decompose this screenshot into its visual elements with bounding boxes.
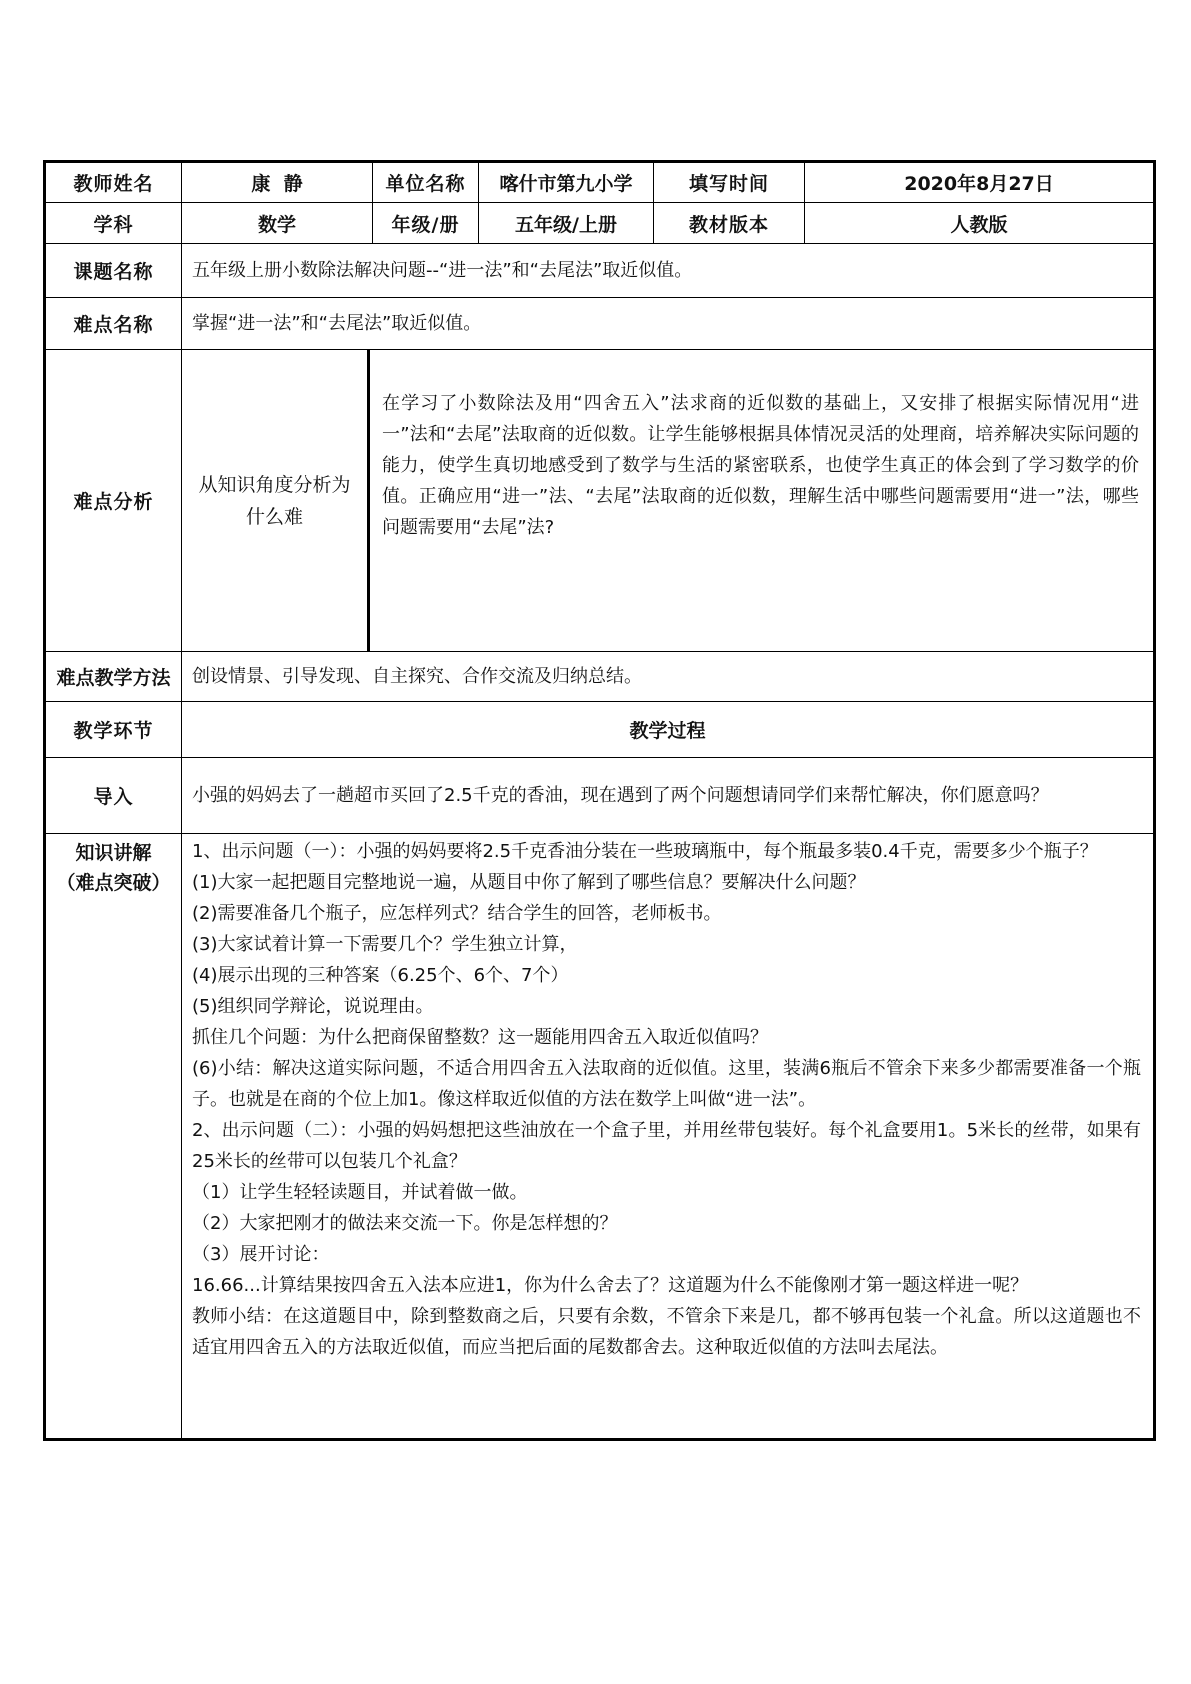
header-row-1 [45,162,1155,203]
analysis-sub-label: 从知识角度分析为什么难 [182,350,369,652]
difficulty-row [45,298,1155,350]
knowledge-line: (4)展示出现的三种答案（6.25个、6个、7个） [192,965,569,986]
knowledge-label-line1: 知识讲解 [75,842,152,864]
teacher-name-label: 教师姓名 [45,162,182,203]
knowledge-line: （1）让学生轻轻读题目，并试着做一做。 [192,1182,528,1203]
method-value: 创设情景、引导发现、自主探究、合作交流及归纳总结。 [182,652,1155,702]
knowledge-line: 抓住几个问题：为什么把商保留整数？这一题能用四舍五入取近似值吗？ [192,1027,768,1048]
knowledge-line: (2)需要准备几个瓶子，应怎样列式？结合学生的回答，老师板书。 [192,903,722,924]
subject-value: 数学 [182,203,373,244]
knowledge-line: (3)大家试着计算一下需要几个？学生独立计算， [192,934,578,955]
fill-date-label: 填写时间 [654,162,805,203]
process-header-row [45,702,1155,758]
knowledge-line: 教师小结：在这道题目中，除到整数商之后，只要有余数，不管余下来是几，都不够再包装一个礼盒。所以这道题也不适宜用四舍五入的方法取近似值，而应当把后面的尾数都舍去。这种取近似值的方法叫去尾法。 [192,1306,1142,1358]
knowledge-line: (1)大家一起把题目完整地说一遍，从题目中你了解到了哪些信息？要解决什么问题？ [192,872,866,893]
method-row [45,652,1155,702]
intro-text: 小强的妈妈去了一趟超市买回了2.5千克的香油，现在遇到了两个问题想请同学们来帮忙解决，你们愿意吗？ [192,785,1049,806]
process-title: 教学过程 [182,702,1155,758]
knowledge-row [45,834,1155,1440]
intro-row [45,758,1155,834]
lesson-plan-table [43,160,1156,1441]
analysis-text-cell [369,350,1155,652]
intro-label: 导入 [45,758,182,834]
teacher-name-value: 康 静 [182,162,373,203]
knowledge-line: (6)小结：解决这道实际问题，不适合用四舍五入法取商的近似值。这里，装满6瓶后不管余下来多少都需要准备一个瓶子。也就是在商的个位上加1。像这样取近似值的方法在数学上叫做“进一法”。 [192,1058,1142,1110]
fill-date-value: 2020年8月27日 [805,162,1155,203]
grade-label: 年级/册 [373,203,479,244]
analysis-label: 难点分析 [45,350,182,652]
analysis-text: 在学习了小数除法及用“四舍五入”法求商的近似数的基础上，又安排了根据实际情况用“进一”法和“去尾”法取商的近似数。让学生能够根据具体情况灵活的处理商，培养解决实际问题的能力，使学生真切地感受到了数学与生活的紧密联系，也使学生真正的体会到了学习数学的价值。正确应用“进一”法、“去尾”法取商的近似数，理解生活中哪些问题需要用“进一”法，哪些问题需要用“去尾”法? [382,393,1140,538]
topic-value: 五年级上册小数除法解决问题--“进一法”和“去尾法”取近似值。 [182,244,1155,298]
knowledge-label-line2: （难点突破） [56,872,171,894]
knowledge-line: （2）大家把刚才的做法来交流一下。你是怎样想的？ [192,1213,618,1234]
unit-name-label: 单位名称 [373,162,479,203]
grade-value: 五年级/上册 [479,203,654,244]
edition-value: 人教版 [805,203,1155,244]
knowledge-line: 1、出示问题（一）：小强的妈妈要将2.5千克香油分装在一些玻璃瓶中，每个瓶最多装0.4千克，需要多少个瓶子？ [192,841,1098,862]
knowledge-line: 16.66...计算结果按四舍五入法本应进1，你为什么舍去了？这道题为什么不能像刚才第一题这样进一呢？ [192,1275,1029,1296]
difficulty-label: 难点名称 [45,298,182,350]
subject-label: 学科 [45,203,182,244]
lesson-plan-page [43,160,1153,1441]
knowledge-line: 2、出示问题（二）：小强的妈妈想把这些油放在一个盒子里，并用丝带包装好。每个礼盒要用1。5米长的丝带，如果有25米长的丝带可以包装几个礼盒？ [192,1120,1142,1172]
knowledge-line: (5)组织同学辩论，说说理由。 [192,996,434,1017]
analysis-row [45,350,1155,652]
difficulty-value: 掌握“进一法”和“去尾法”取近似值。 [182,298,1155,350]
knowledge-line: （3）展开讨论： [192,1244,330,1265]
knowledge-label [45,834,182,1440]
topic-row [45,244,1155,298]
topic-label: 课题名称 [45,244,182,298]
knowledge-content [182,834,1155,1440]
process-stage-label: 教学环节 [45,702,182,758]
edition-label: 教材版本 [654,203,805,244]
unit-name-value: 喀什市第九小学 [479,162,654,203]
header-row-2 [45,203,1155,244]
method-label: 难点教学方法 [45,652,182,702]
intro-value [182,758,1155,834]
